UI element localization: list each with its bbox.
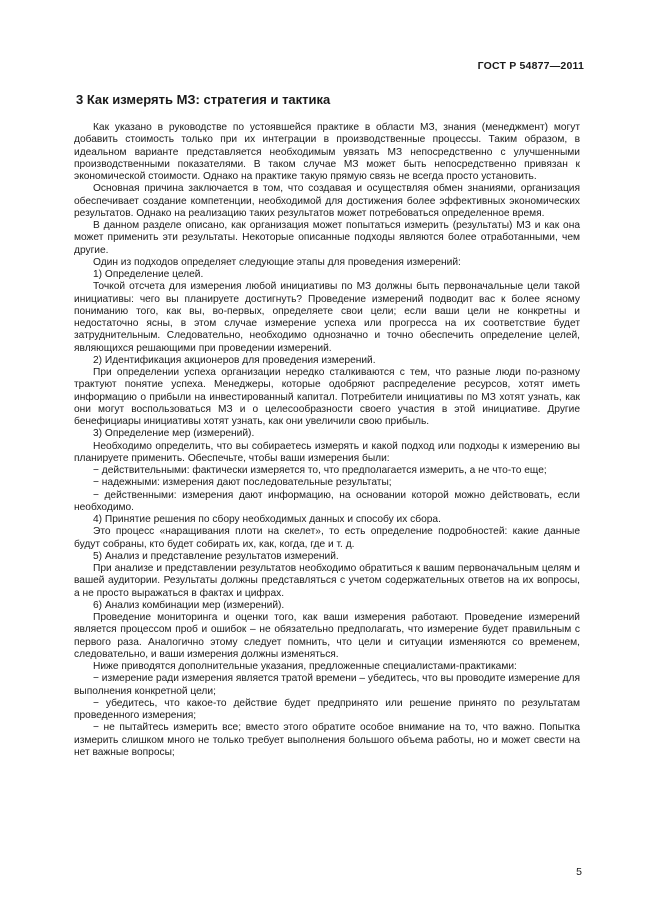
step-heading: 2) Идентификация акционеров для проведения измерений.: [93, 354, 376, 366]
step-heading: 1) Определение целей.: [93, 269, 204, 280]
paragraph: Основная причина заключается в том, что создавая и осуществляя обмен знаниями, организация обеспечивает создание компетенции, необходимой для достижения более эффективных экономических результатов. Однако на реализацию таких результатов может потребоваться определенное время.: [74, 183, 580, 219]
paragraph: Как указано в руководстве по устоявшейся практике в области МЗ, знания (менеджмент) могут добавить стоимость только при их интеграции в производственные процессы. Таким образом, в идеальном варианте представляется необходимым увязать МЗ непосредственно с улучшенными производственными показателями. В таком случае МЗ может быть непосредственно привязан к экономической стоимости. Однако на практике такую прямую связь не всегда просто установить.: [74, 122, 580, 182]
step-heading: 3) Определение мер (измерений).: [93, 428, 255, 440]
step-heading: 6) Анализ комбинации мер (измерений).: [93, 599, 285, 611]
step-heading: 4) Принятие решения по сбору необходимых данных и способу их сбора.: [93, 514, 441, 525]
paragraph: Точкой отсчета для измерения любой инициативы по МЗ должны быть первоначальные цели такой инициативы: чего вы планируете достигнуть? Проведение измерений подводит вас к более ясному пониманию того, как вы, во-первых, определяете свои цели; если ваши цели не конкретны и недостаточно ясны, в этом случае измерение успеха или прогресса на их соответствие будет затруднительным. Следовательно, необходимо однозначно и точно обеспечить определение целей, являющихся решающими при проведении измерений.: [74, 281, 580, 354]
list-item: − измерение ради измерения является тратой времени – убедитесь, что вы проводите измерение для выполнения конкретной цели;: [74, 673, 580, 697]
section-title: 3 Как измерять МЗ: стратегия и тактика: [76, 92, 331, 107]
page-number: 5: [576, 866, 582, 878]
paragraph: При анализе и представлении результатов необходимо обратиться к вашим первоначальным целям и вашей аудитории. Результаты должны представляться с учетом содержательных ответов на их вопросы, а не просто выражаться в фактах и цифрах.: [74, 563, 580, 599]
list-item: − действенными: измерения дают информацию, на основании которой можно действовать, если необходимо.: [74, 489, 580, 513]
list-item: − надежными: измерения дают последовательные результаты;: [93, 477, 392, 489]
list-item: − действительными: фактически измеряется то, что предполагается измерить, а не что-то еще;: [93, 465, 547, 476]
paragraph: В данном разделе описано, как организация может попытаться измерить (результаты) МЗ и как она может применить эти результаты. Некоторые описанные подходы являются более отработанными, чем другие.: [74, 220, 580, 256]
list-item: − не пытайтесь измерить все; вместо этого обратите особое внимание на то, что важно. Попытка измерить слишком много не только требует выполнения большого объема работы, но и может свести на нет важные вопросы;: [74, 722, 580, 758]
section-body: [74, 122, 580, 759]
paragraph: При определении успеха организации нередко сталкиваются с тем, что разные люди по-разному трактуют понятие успеха. Менеджеры, которые одобряют распределение ресурсов, хотят иметь информацию о прибыли на инвестированный капитал. Потребители инициативы по МЗ хотят узнать, как они могут воспользоваться МЗ и о целесообразности своего участия в этой инициативе. Другие бенефициары инициативы хотят узнать, как они увеличили свою прибыль.: [74, 367, 580, 427]
paragraph: Один из подходов определяет следующие этапы для проведения измерений:: [93, 256, 461, 268]
step-heading: 5) Анализ и представление результатов измерений.: [93, 550, 339, 562]
document-standard-number: ГОСТ Р 54877—2011: [477, 60, 584, 72]
paragraph: Проведение мониторинга и оценки того, как ваши измерения работают. Проведение измерений является процессом проб и ошибок – не обязательно предполагать, что измерение будет правильным с первого раза. Аналогично этому следует помнить, что цели и ситуации изменяются со временем, следовательно, и ваши измерения должны изменяться.: [74, 612, 580, 660]
paragraph: Ниже приводятся дополнительные указания, предложенные специалистами-практиками:: [93, 661, 517, 672]
paragraph: Необходимо определить, что вы собираетесь измерять и какой подход или подходы к измерению вы планируете применить. Обеспечьте, чтобы ваши измерения были:: [74, 440, 580, 464]
list-item: − убедитесь, что какое-то действие будет предпринято или решение принято по результатам проведенного измерения;: [74, 697, 580, 721]
paragraph: Это процесс «наращивания плоти на скелет», то есть определение подробностей: какие данные будут собраны, кто будет собирать их, как, когда, где и т. д.: [74, 526, 580, 550]
